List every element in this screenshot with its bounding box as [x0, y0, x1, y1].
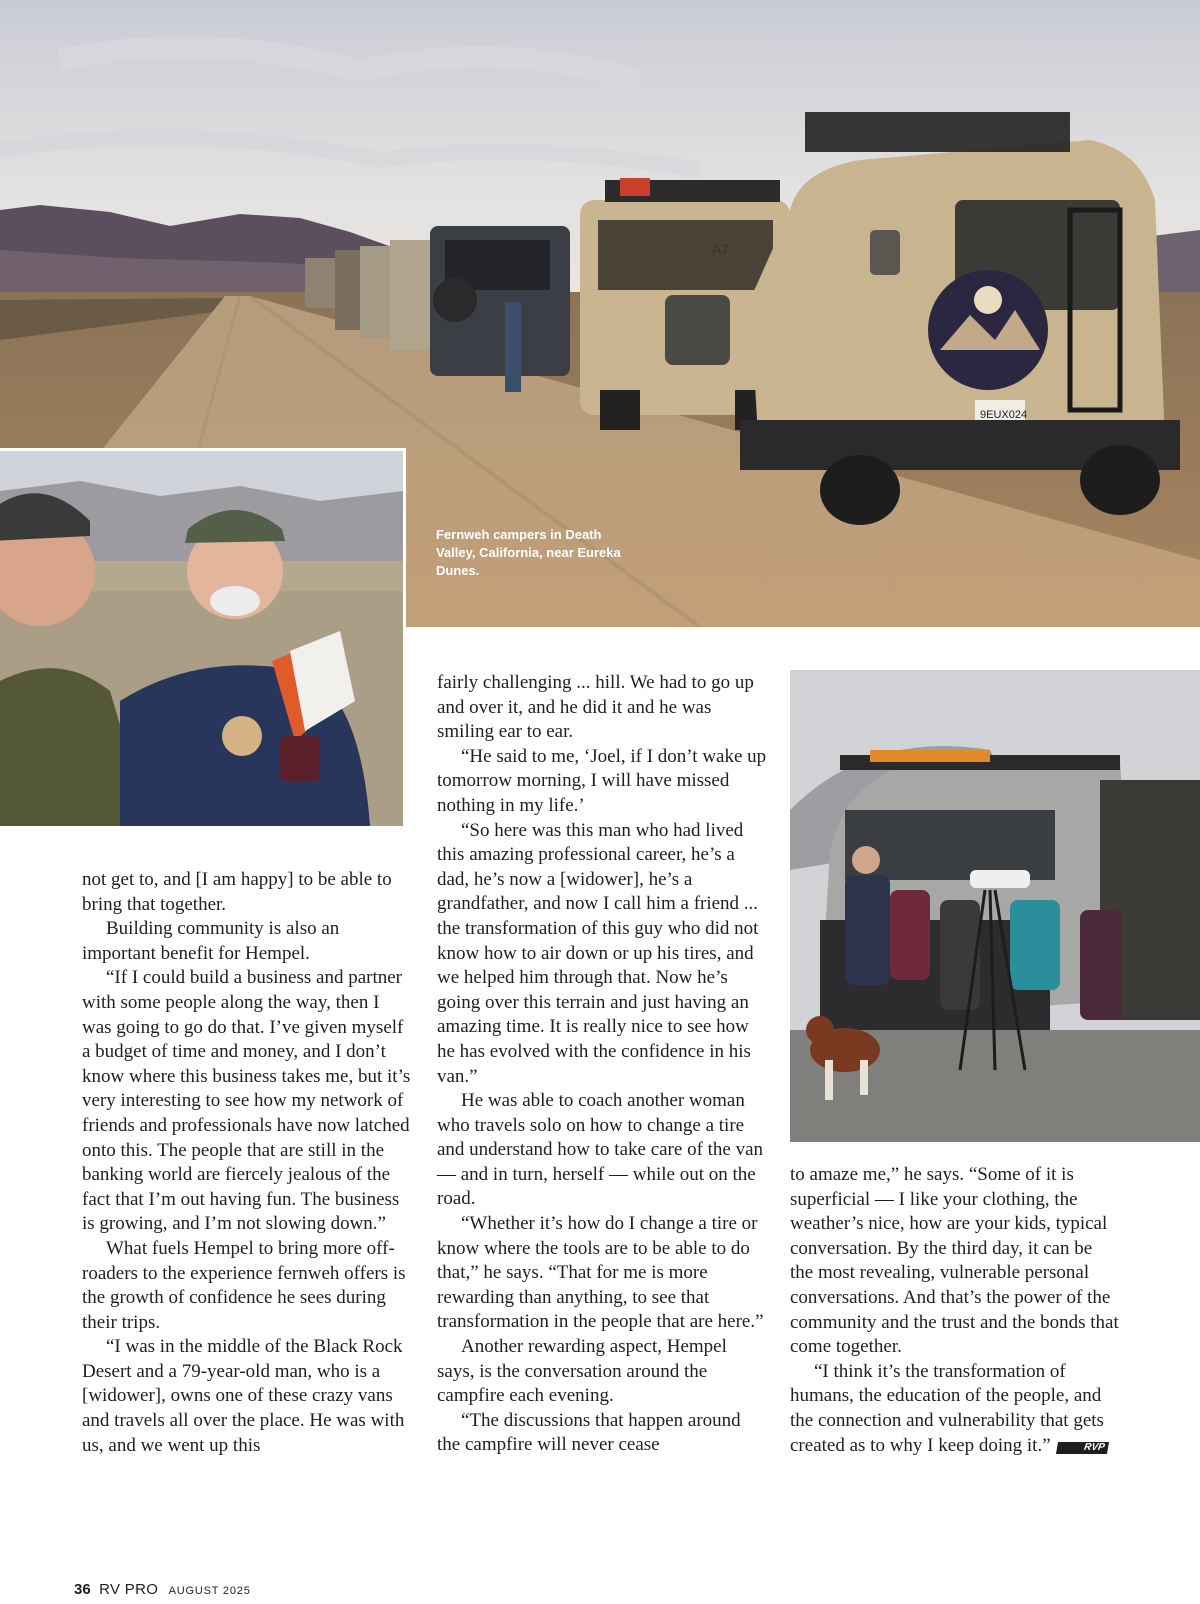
paragraph: fairly challenging ... hill. We had to go up and over it, and he did it and he was smiling ear to ear.: [437, 672, 754, 743]
paragraph: He was able to coach another woman who travels solo on how to change a tire and understand how to take care of the van — and in turn, herself — while out on the road.: [437, 1090, 764, 1210]
paragraph-final-text: “I think it’s the transformation of humans, the education of the people, and the connection and vulnerability that gets created as to why I keep doing it.”: [790, 1360, 1104, 1456]
group-illustration: [790, 670, 1200, 1142]
article-column-1: [82, 868, 412, 1458]
paragraph: “The discussions that happen around the campfire will never cease: [437, 1409, 741, 1456]
end-mark-logo: RVP: [1056, 1442, 1109, 1454]
paragraph: What fuels Hempel to bring more off-roaders to the experience fernweh offers is the growth of confidence he sees during their trips.: [82, 1237, 406, 1333]
page-footer: [74, 1581, 251, 1599]
paragraph: “Whether it’s how do I change a tire or know where the tools are to be able to do that,” he says. “That for me is more rewarding than anything, to see that transformation in the people that are here.”: [437, 1213, 764, 1333]
paragraph: Building community is also an important benefit for Hempel.: [82, 918, 340, 964]
group-photo: [790, 670, 1200, 1142]
photo-caption: Fernweh campers in Death Valley, California, near Eureka Dunes.: [436, 527, 621, 578]
inset-illustration: [0, 451, 403, 826]
paragraph: to amaze me,” he says. “Some of it is superficial — I like your clothing, the weather’s nice, how are your kids, typical conversation. By the third day, it can be the most revealing, vulnerable personal conversations. And that’s the power of the community and the trust and the bonds that come together.: [790, 1164, 1119, 1358]
paragraph: “He said to me, ‘Joel, if I don’t wake up tomorrow morning, I will have missed nothing in my life.’: [437, 745, 767, 816]
article-column-3: [790, 1163, 1120, 1458]
paragraph: Another rewarding aspect, Hempel says, is the conversation around the campfire each evening.: [437, 1336, 727, 1407]
van-license-plate: 9EUX024: [980, 409, 1028, 421]
paragraph: “If I could build a business and partner with some people along the way, then I was going to go do that. I’ve given myself a budget of time and money, and I don’t know where this business takes me, but it’s very interesting to see how my network of friends and professionals have now latched onto this. The people that are still in the banking world are fiercely jealous of the fact that I’m out having fun. The business is growing, and I’m not slowing down.”: [82, 967, 411, 1235]
paragraph: “I was in the middle of the Black Rock Desert and a 79-year-old man, who is a [widower], owns one of these crazy vans and travels all over the place. He was with us, and we went up this: [82, 1336, 405, 1456]
article-column-2: [437, 671, 767, 1458]
magazine-name: RV PRO: [99, 1581, 159, 1598]
paragraph-final: [790, 1360, 1120, 1458]
issue-date: AUGUST 2025: [168, 1585, 251, 1597]
van-plate-a7: A7: [712, 241, 730, 257]
inset-photo-hempel: [0, 448, 406, 826]
page-number: 36: [74, 1581, 91, 1598]
paragraph: “So here was this man who had lived this amazing professional career, he’s a dad, he’s now a [widower], he’s a grandfather, and now I call him a friend ... the transformation of this guy who did not know how to air down or up his tires, and we helped him through that. Now he’s going over this terrain and just having an amazing time. It is really nice to see how he has evolved with the confidence in his van.”: [437, 819, 759, 1087]
paragraph: not get to, and [I am happy] to be able to bring that together.: [82, 869, 392, 915]
